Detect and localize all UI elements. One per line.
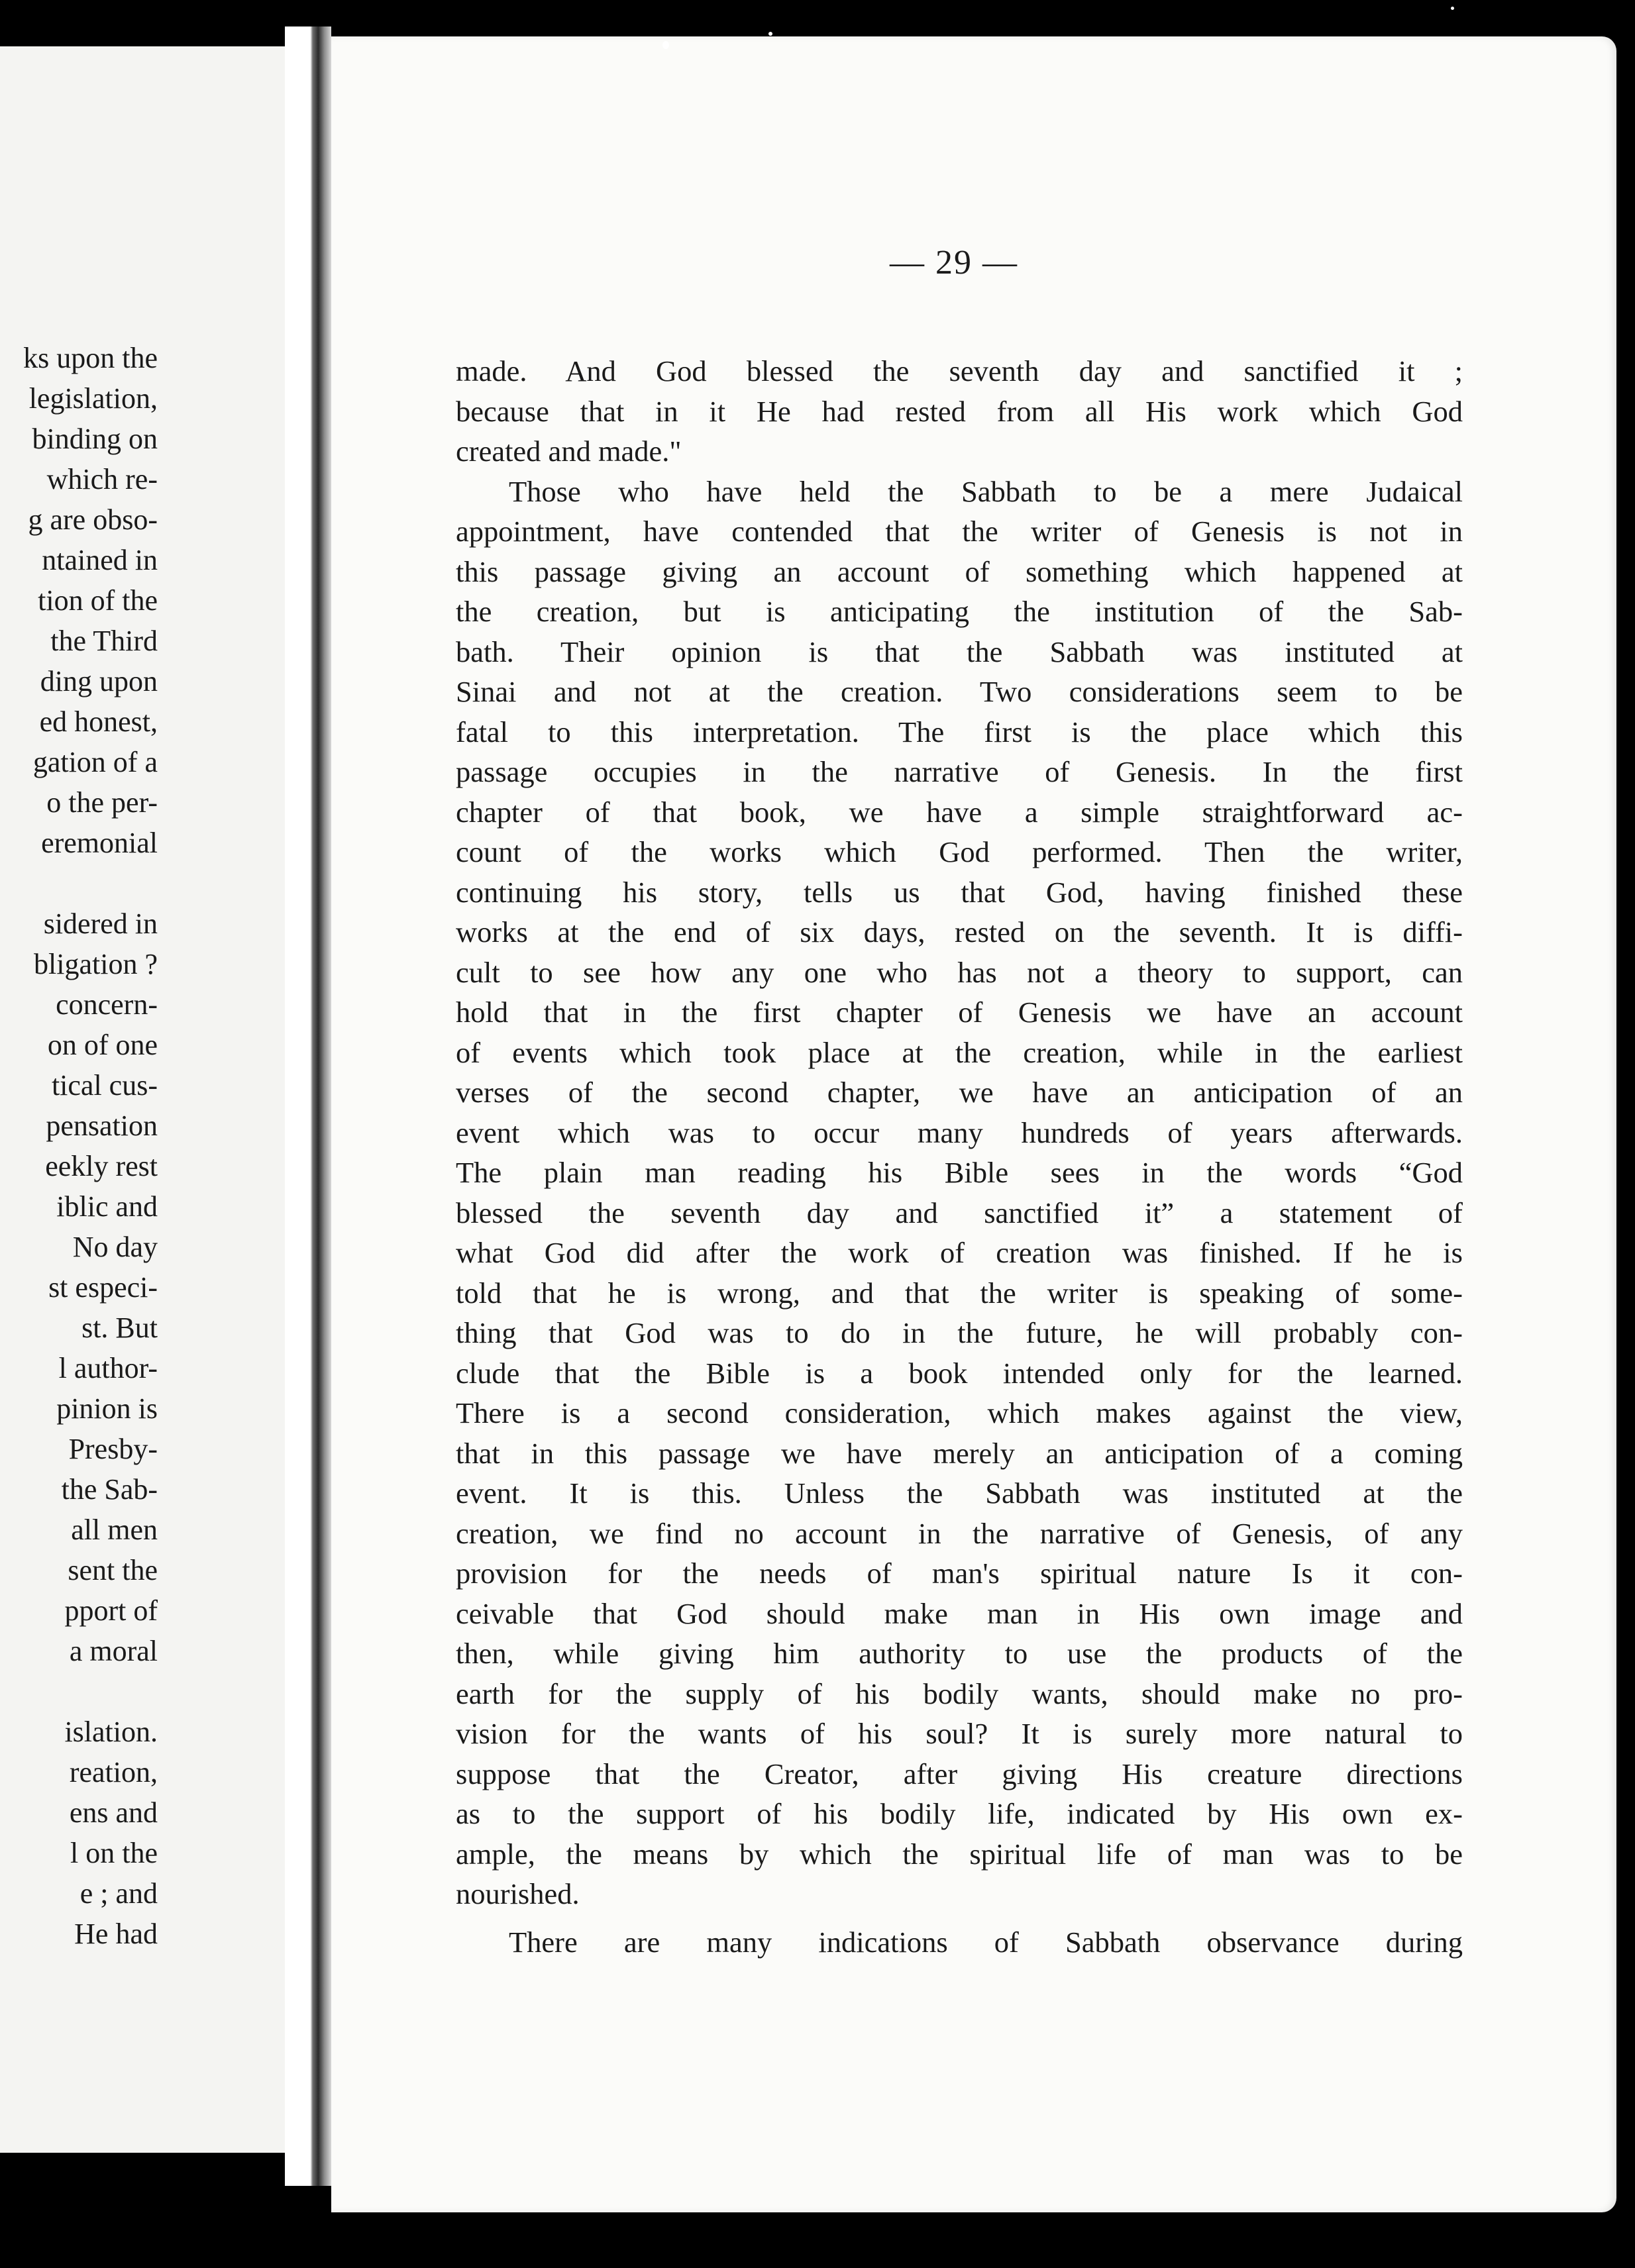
page-body-text: [456, 351, 1463, 1962]
body-text-line: continuing his story, tells us that God, having finished these: [456, 875, 1463, 909]
scan-speck: [662, 41, 669, 49]
previous-page-line: pensation: [46, 1109, 158, 1142]
body-text-line: created and made.": [456, 435, 682, 468]
body-text-line: as to the support of his bodily life, indicated by His own ex-: [456, 1797, 1463, 1830]
body-text-line: ample, the means by which the spiritual life of man was to be: [456, 1837, 1463, 1871]
previous-page-line: pinion is: [56, 1392, 158, 1425]
previous-page-line: Presby-: [68, 1433, 158, 1465]
body-text-line: appointment, have contended that the writer of Genesis is not in: [456, 515, 1463, 548]
body-text-line: event. It is this. Unless the Sabbath was instituted at the: [456, 1476, 1463, 1510]
previous-page-line: all men: [71, 1514, 158, 1546]
previous-page-line: [0, 1671, 158, 1712]
previous-page-line: [0, 863, 158, 903]
body-text-line: There is a second consideration, which makes against the view,: [456, 1396, 1463, 1429]
previous-page-line: a moral: [69, 1635, 158, 1667]
body-text-line: this passage giving an account of something which happened at: [456, 554, 1463, 588]
body-text-line: hold that in the first chapter of Genesis we have an account: [456, 996, 1463, 1029]
previous-page-line: ks upon the: [23, 342, 158, 374]
previous-page-line: ens and: [69, 1796, 158, 1829]
current-page: [331, 36, 1616, 2212]
body-text-line: There are many indications of Sabbath observance during: [509, 1925, 1463, 1959]
body-text-line: The plain man reading his Bible sees in the words “God: [456, 1156, 1463, 1189]
previous-page-line: st. But: [81, 1312, 158, 1344]
body-text-line: fatal to this interpretation. The first is the place which this: [456, 715, 1463, 748]
previous-page-line: tion of the: [38, 584, 158, 617]
previous-page-line: st especi-: [48, 1271, 158, 1304]
body-text-line: clude that the Bible is a book intended only for the learned.: [456, 1356, 1463, 1390]
scan-speck: [768, 32, 772, 36]
body-text-line: ceivable that God should make man in His own image and: [456, 1596, 1463, 1630]
scan-speck: [1451, 7, 1454, 10]
previous-page-line: ntained in: [42, 544, 158, 576]
body-text-line: vision for the wants of his soul? It is surely more natural to: [456, 1717, 1463, 1750]
previous-page-line: concern-: [56, 988, 158, 1021]
previous-page-line: binding on: [32, 423, 158, 455]
body-text-line: because that in it He had rested from all His work which God: [456, 394, 1463, 428]
body-text-line: bath. Their opinion is that the Sabbath was instituted at: [456, 635, 1463, 668]
body-text-line: thing that God was to do in the future, he will probably con-: [456, 1316, 1463, 1349]
previous-page-line: He had: [74, 1918, 158, 1950]
previous-page-line: eekly rest: [45, 1150, 158, 1182]
previous-page-line: tical cus-: [51, 1069, 158, 1102]
previous-page-line: gation of a: [32, 746, 158, 778]
page-number: — 29 —: [890, 244, 1018, 282]
previous-page-line: l author-: [58, 1352, 158, 1384]
body-text-line: count of the works which God performed. Then the writer,: [456, 835, 1463, 868]
previous-page-line: No day: [72, 1231, 158, 1263]
previous-page-line: pport of: [64, 1594, 158, 1627]
body-text-line: Those who have held the Sabbath to be a mere Judaical: [509, 474, 1463, 508]
body-text-line: suppose that the Creator, after giving His creature directions: [456, 1757, 1463, 1790]
body-text-line: the creation, but is anticipating the institution of the Sab-: [456, 595, 1463, 628]
body-text-line: works at the end of six days, rested on the seventh. It is diffi-: [456, 915, 1463, 949]
previous-page-fragment: [0, 46, 286, 2153]
body-text-line: Sinai and not at the creation. Two considerations seem to be: [456, 675, 1463, 708]
body-text-line: then, while giving him authority to use the products of the: [456, 1637, 1463, 1670]
previous-page-line: reation,: [69, 1756, 158, 1788]
body-text-line: made. And God blessed the seventh day and sanctified it ;: [456, 354, 1463, 387]
book-gutter: [285, 26, 331, 2186]
previous-page-line: o the per-: [46, 786, 158, 819]
previous-page-line: iblic and: [56, 1190, 158, 1223]
previous-page-line: on of one: [47, 1029, 158, 1061]
previous-page-line: ed honest,: [39, 705, 158, 738]
previous-page-line: legislation,: [28, 382, 158, 415]
body-text-line: of events which took place at the creation, while in the earliest: [456, 1035, 1463, 1069]
previous-page-line: islation.: [64, 1716, 158, 1748]
body-text-line: creation, we find no account in the narrative of Genesis, of any: [456, 1516, 1463, 1550]
body-text-line: told that he is wrong, and that the writer is speaking of some-: [456, 1276, 1463, 1310]
previous-page-line: the Third: [50, 625, 158, 657]
body-text-line: blessed the seventh day and sanctified it” a statement of: [456, 1196, 1463, 1229]
previous-page-line: bligation ?: [34, 948, 158, 980]
body-text-line: nourished.: [456, 1877, 580, 1910]
previous-page-line: sent the: [68, 1554, 158, 1586]
previous-page-text: [0, 338, 158, 1954]
body-text-line: what God did after the work of creation was finished. If he is: [456, 1236, 1463, 1269]
body-text-line: earth for the supply of his bodily wants, should make no pro-: [456, 1676, 1463, 1710]
previous-page-line: eremonial: [41, 827, 158, 859]
previous-page-line: the Sab-: [61, 1473, 158, 1506]
body-text-line: chapter of that book, we have a simple straightforward ac-: [456, 795, 1463, 829]
previous-page-line: e ; and: [79, 1877, 158, 1910]
body-text-line: verses of the second chapter, we have an anticipation of an: [456, 1076, 1463, 1109]
body-text-line: provision for the needs of man's spiritual nature Is it con-: [456, 1557, 1463, 1590]
previous-page-line: ding upon: [40, 665, 158, 697]
body-text-line: passage occupies in the narrative of Genesis. In the first: [456, 755, 1463, 788]
previous-page-line: sidered in: [43, 907, 158, 940]
previous-page-line: g are obso-: [28, 503, 158, 536]
body-text-line: cult to see how any one who has not a theory to support, can: [456, 955, 1463, 989]
body-text-line: that in this passage we have merely an anticipation of a coming: [456, 1436, 1463, 1470]
previous-page-line: l on the: [70, 1837, 158, 1869]
body-text-line: event which was to occur many hundreds of years afterwards.: [456, 1115, 1463, 1149]
previous-page-line: which re-: [46, 463, 158, 495]
